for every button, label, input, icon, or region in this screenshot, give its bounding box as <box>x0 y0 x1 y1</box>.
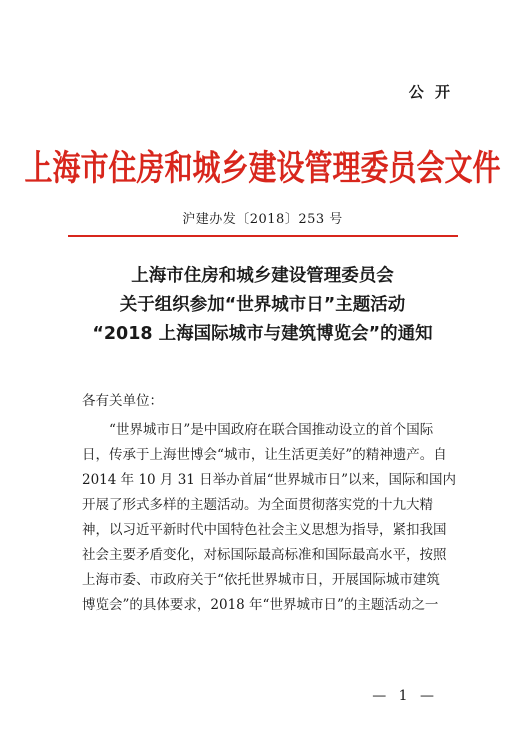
title-line: 上海市住房和城乡建设管理委员会 <box>131 266 394 286</box>
document-number: 沪建办发〔2018〕253 号 <box>182 212 343 227</box>
paragraph-line: 2014 年 10 月 31 日举办首届“世界城市日”以来，国际和国内 <box>82 472 456 488</box>
page-number: — 1 — <box>372 688 438 704</box>
paragraph-line: 神，以习近平新时代中国特色社会主义思想为指导，紧扣我国 <box>82 522 447 538</box>
title-line: 关于组织参加“世界城市日”主题活动 <box>119 295 406 315</box>
paragraph-line: 社会主要矛盾变化，对标国际最高标准和国际最高水平，按照 <box>82 547 447 563</box>
red-divider-line <box>68 235 458 237</box>
salutation: 各有关单位： <box>82 393 163 409</box>
paragraph-line: “世界城市日”是中国政府在联合国推动设立的首个国际 <box>109 422 434 438</box>
classification-label: 公 开 <box>408 83 453 101</box>
paragraph-line: 开展了形式多样的主题活动。为全面贯彻落实党的十九大精 <box>82 497 433 513</box>
paragraph-line: 日，传承于上海世博会“城市，让生活更美好”的精神遗产。自 <box>82 447 447 463</box>
body-text <box>82 389 462 618</box>
document-title <box>0 262 525 349</box>
title-line: “2018 上海国际城市与建筑博览会”的通知 <box>92 324 433 344</box>
paragraph-line: 上海市委、市政府关于“依托世界城市日，开展国际城市建筑 <box>82 572 440 588</box>
agency-red-header: 上海市住房和城乡建设管理委员会文件 <box>24 147 501 189</box>
paragraph-line: 博览会”的具体要求，2018 年“世界城市日”的主题活动之一 <box>82 597 439 613</box>
